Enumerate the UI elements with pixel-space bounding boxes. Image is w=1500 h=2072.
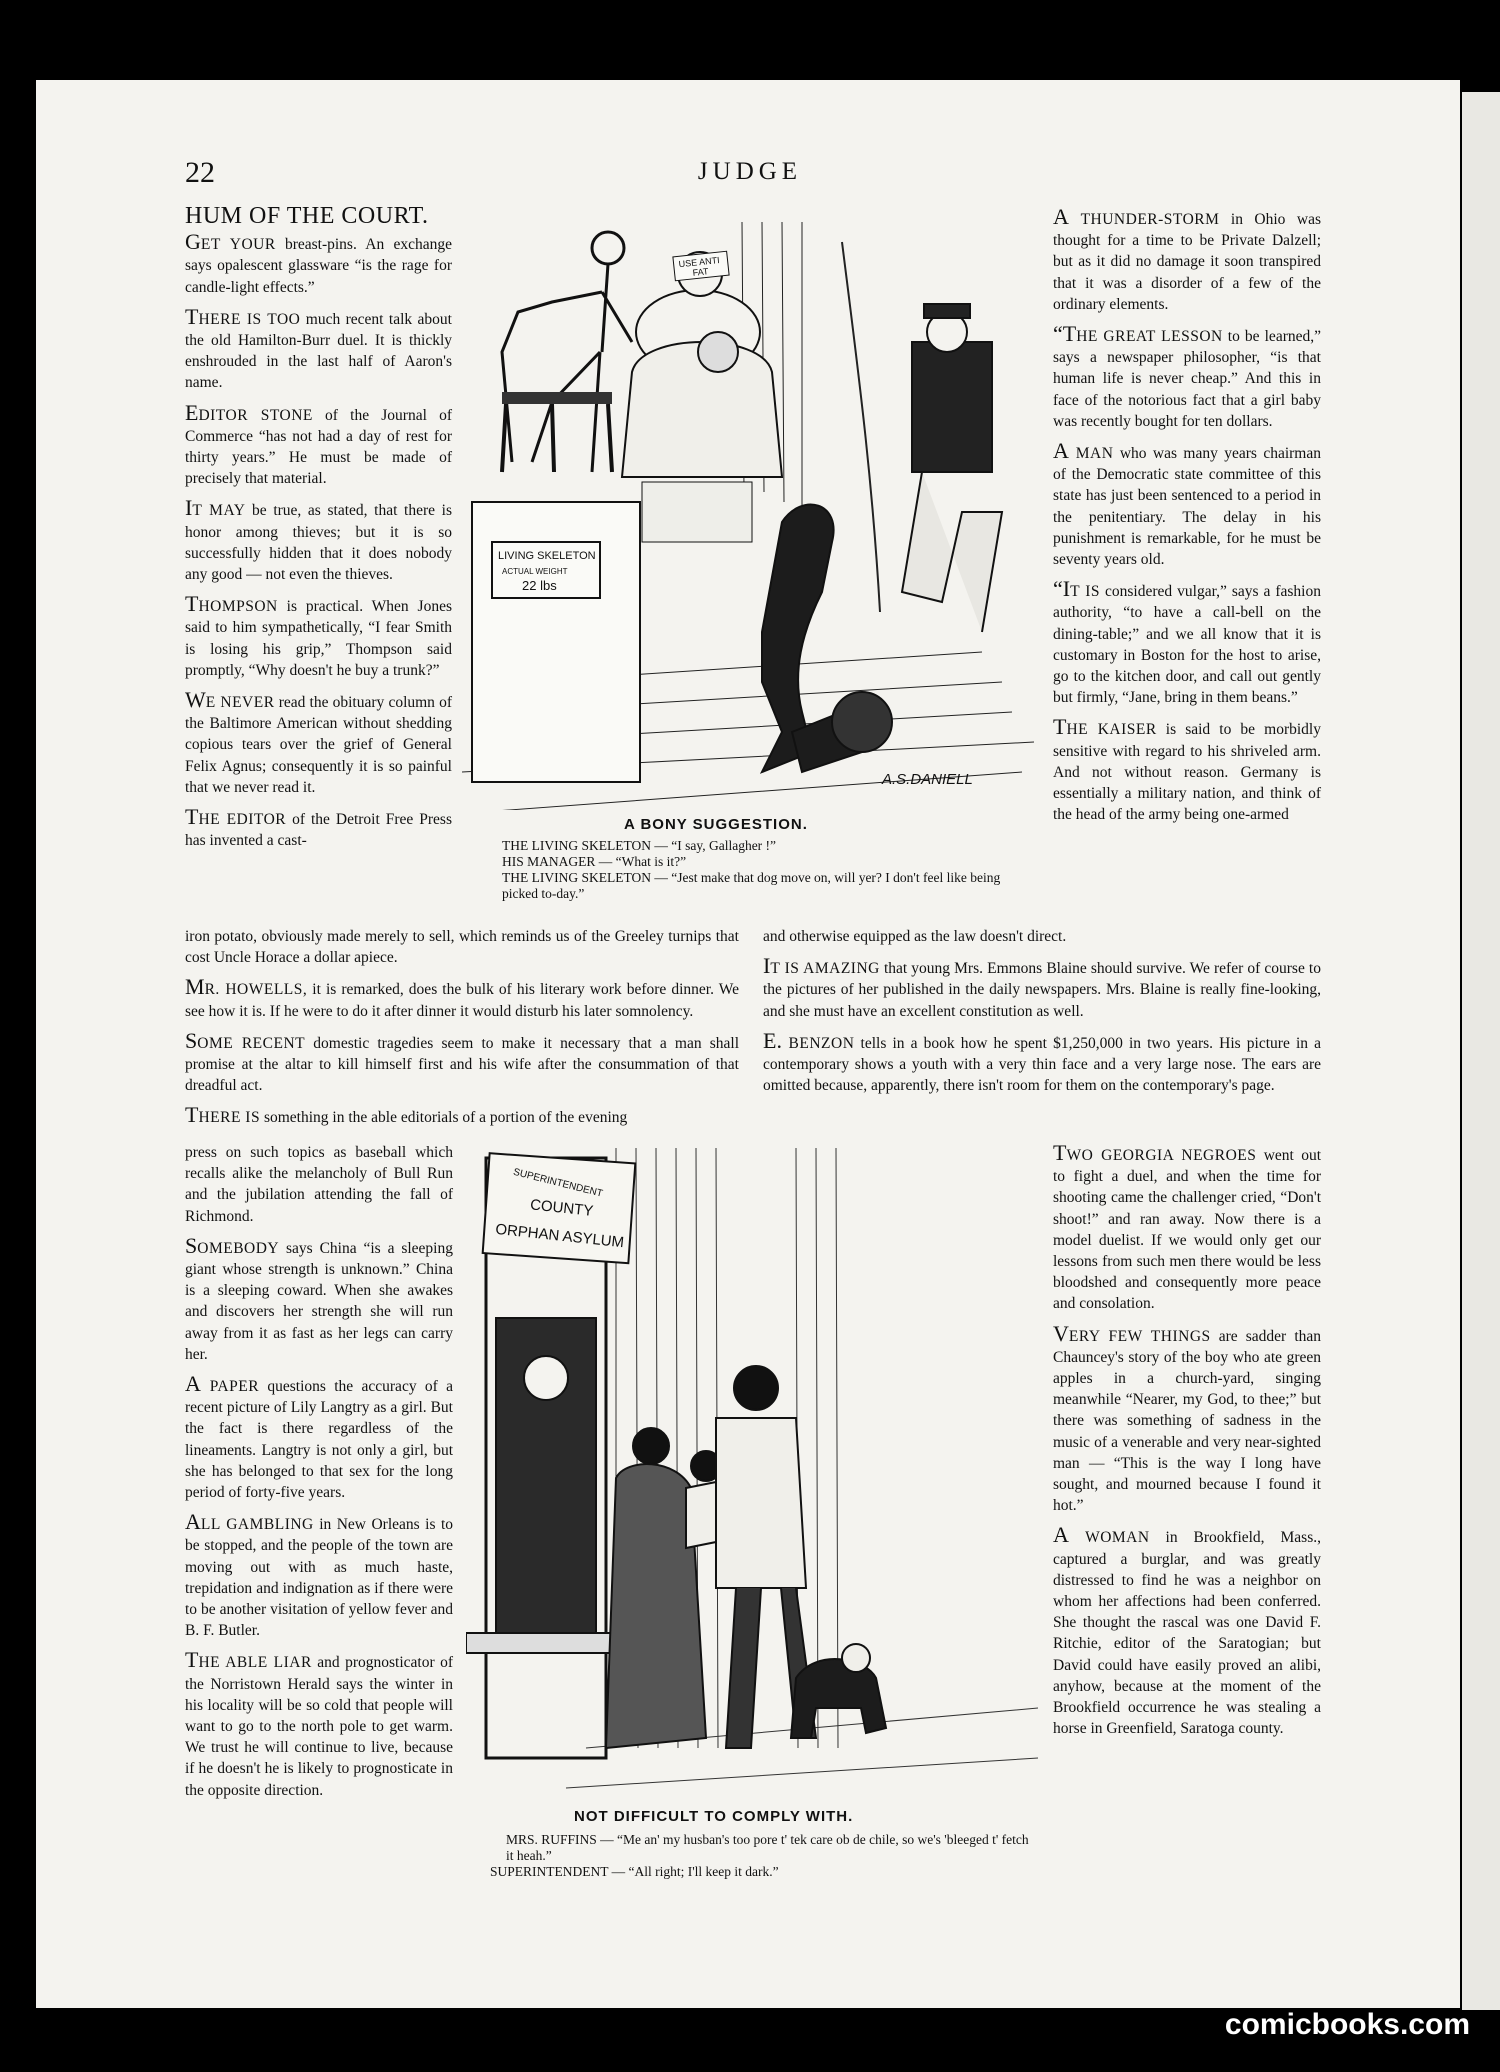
lead-in: E NEVER [205,694,275,712]
paragraph-text: press on such topics as baseball which recalls alike the melancholy of Bull Run and the jubilation attending the fall of Richmond. [185,1144,453,1225]
article-paragraph [185,1232,453,1365]
figure2-caption [478,1832,1038,1880]
article-paragraph [1053,440,1321,570]
article-paragraph [185,303,452,394]
masthead: JUDGE [697,158,803,185]
drop-cap: A [1053,1522,1069,1548]
paragraph-list [1053,1142,1321,1739]
lead-in: HERE IS [198,1109,261,1127]
column-right [1053,206,1321,833]
lead-in: LL GAMBLING [200,1516,314,1534]
drop-cap: T [185,303,199,329]
paragraph-text: questions the accuracy of a recent picture of Lily Langtry as a girl. But the fact is there regardless of the lineaments. Langtry is not only a girl, but she has belonged to that sex for the long period of forty-five years. [185,1378,454,1502]
lead-in: HE ABLE LIAR [198,1654,312,1672]
sign-orphan-asylum: ORPHAN ASYLUM [494,1220,625,1252]
article-paragraph [185,1511,453,1641]
lead-in: OMEBODY [197,1239,280,1257]
column-right-lower [1053,1142,1321,1747]
article-paragraph [1053,1142,1321,1315]
drop-cap: E [185,399,199,425]
paragraph-text: much recent talk about the old Hamilton-Burr duel. It is thickly enshrouded in the last half of Aaron's name. [185,310,452,392]
lead-in: PAPER [200,1378,260,1396]
drop-cap: M [185,974,205,1000]
paragraph-text: be true, as stated, that there is honor among thieves; but it is so successfully hidden that it does nobody any good — not even the thieves. [185,502,452,584]
paragraph-text: that young Mrs. Emmons Blaine should survive. We refer of course to the pictures of her published in the daily newspapers. Mrs. Blaine is really fine-looking, and she must have an excellent constitution as well. [763,960,1321,1020]
illustration-orphan-asylum [466,1148,1038,1798]
paragraph-text: to be learned,” says a newspaper philosopher, “is that human life is never cheap.” And this in face of the notorious fact that a girl baby was recently bought for ten dollars. [1053,328,1321,430]
article-paragraph [185,1027,740,1097]
drop-cap: I [763,953,771,979]
drop-cap: A [185,1509,201,1535]
article-paragraph [1053,206,1321,315]
drop-cap: T [185,804,199,830]
paragraph-text: it is remarked, does the bulk of his literary work before dinner. We see how it is. If he were to do it after dinner it would disturb his later somnolency. [185,981,739,1020]
paragraph-text: are sadder than Chauncey's story of the boy who ate green apples in a church-yard, singing meanwhile “Nearer, my God, to thee;” but there was something of sadness in the music of a venerable and very near-sighted man — “This is the way I long have sought, and mourned because I found it hot.” [1053,1327,1322,1515]
drop-cap: A [1053,438,1069,464]
drop-cap: T [185,1647,199,1673]
illustration-bony-suggestion [462,212,1034,810]
article-paragraph [185,593,452,681]
paragraph-text: is said to be morbidly sensitive with regard to his shriveled arm. And not without reason. Germany is essentially a military nation, and think of the head of the army being one-armed [1053,721,1321,824]
lead-in: OME RECENT [197,1034,306,1052]
lead-in: ERY FEW THINGS [1068,1327,1211,1345]
article-paragraph [1053,1524,1321,1739]
figure1-title: A BONY SUGGESTION. [624,816,808,833]
article-paragraph [185,231,452,298]
drop-cap: S [185,1232,198,1258]
lead-in: HE KAISER [1066,721,1157,739]
paragraph-text: domestic tragedies seem to make it necessary that a man shall promise at the altar to kill himself first and his wife after the consummation of that dreadful act. [185,1034,740,1095]
drop-cap: V [1053,1320,1069,1346]
lead-in: WO GEORGIA NEGROES [1066,1147,1257,1164]
lead-in: T IS AMAZING [770,960,880,978]
sign-county: COUNTY [529,1196,595,1220]
article-paragraph [185,497,452,585]
article-paragraph [185,689,452,798]
paragraph-list [185,926,739,1129]
paragraph-text: of the Detroit Free Press has invented a cast- [185,811,452,850]
caption-line: THE LIVING SKELETON — “Jest make that dog move on, will yer? I don't feel like being picked to-day.” [502,870,1001,901]
wide-block-left [185,926,739,1137]
article-paragraph [185,1142,453,1227]
lead-in: MAN [1068,445,1114,463]
article-paragraph [185,1373,453,1503]
paragraph-list [185,231,452,851]
article-paragraph [763,1027,1321,1097]
lead-in: HE EDITOR [198,811,287,829]
paragraph-text: read the obituary column of the Baltimore American without shedding copious tears over the grief of General Felix Agnus; consequently it is so painful that we never read it. [185,694,452,796]
paragraph-list [185,1142,453,1801]
sign-superintendent: SUPERINTENDENT [512,1166,604,1200]
lead-in: T MAY [192,502,246,520]
paragraph-text: went out to fight a duel, and when the time for shooting came the challenger cried, “Don't shoot!” and ran away. Now there is a model duelist. If we would only get our lessons from such men there would be less bloodshed and consequently more peace and consolation. [1053,1147,1322,1313]
sign-skeleton-line2: ACTUAL WEIGHT [502,567,568,576]
figure1-caption [490,838,1030,902]
caption-line: SUPERINTENDENT — “All right; I'll keep it dark.” [490,1864,779,1879]
drop-cap: W [185,687,206,713]
lead-in: THUNDER-STORM [1068,211,1220,228]
paragraph-text: says China “is a sleeping giant whose strength is unknown.” China is a sleeping coward. When she awakes and discovers her strength she will run away from it as fast as her legs can carry her. [185,1239,453,1363]
paragraph-text: in Ohio was thought for a time to be Private Dalzell; but as it did no damage it soon transpired that it was a disorder of a few of the ordinary elements. [1053,211,1321,313]
caption-line: HIS MANAGER — “What is it?” [502,854,687,869]
article-paragraph [1053,578,1321,708]
drop-cap: T [1053,1140,1067,1165]
sign-skeleton-line1: LIVING SKELETON [498,550,596,562]
paragraph-text: breast-pins. An exchange says opalescent glassware “is the rage for candle-light effects.” [185,236,452,296]
drop-cap: “I [1053,576,1071,602]
page-number: 22 [185,156,215,189]
article-paragraph [1053,716,1321,825]
figure2-title: NOT DIFFICULT TO COMPLY WITH. [574,1808,854,1825]
drop-cap: E. [763,1027,782,1053]
lead-in: DITOR STONE [198,406,313,424]
caption-line: THE LIVING SKELETON — “I say, Gallagher !” [502,838,777,853]
article-paragraph [763,955,1321,1022]
wide-block-right [763,926,1321,1104]
artist-signature: A.S.DANIELL [882,771,973,788]
article-paragraph [1053,323,1321,432]
article-paragraph [185,1649,453,1800]
paragraph-text: is practical. When Jones said to him sympathetically, “I fear Smith is losing his grip,” Thompson said promptly, “Why doesn't he buy a trunk?” [185,598,452,679]
paragraph-text: who was many years chairman of the Democratic state committee of this state has just been sentenced to a period in the penitentiary. The delay in his punishment is remarkable, for he must be seventy years old. [1053,445,1321,569]
paragraph-text: in Brookfield, Mass., captured a burglar, and was greatly distressed to find he was a neighbor on whom her affections had been conferred. She thought the rascal was one David F. Ritchie, editor of the Saratogian; but David could have easily proved an alibi, anyhow, because at the moment of the Brookfield occurrence he was stealing a horse in Greenfield, Saratoga county. [1053,1529,1321,1738]
paragraph-list [763,926,1321,1096]
sign-anti-fat-line1: USE ANTI [678,255,721,270]
article-paragraph [185,806,452,851]
lead-in: R. HOWELLS, [204,981,308,999]
drop-cap: A [185,1371,201,1397]
drop-cap: I [185,495,193,521]
drop-cap: T [1053,714,1067,740]
paragraph-list [1053,206,1321,825]
paragraph-text: considered vulgar,” says a fashion authority, “to have a call-bell on the dining-table;” and we all know that it is customary in Boston for the host to arise, go to the kitchen door, and call out gently but firmly, “Jane, bring in them beans.” [1053,583,1321,707]
drop-cap: T [185,591,199,617]
drop-cap: “T [1053,321,1077,347]
caption-line: MRS. RUFFINS — “Me an' my husban's too pore t' tek care ob de chile, so we's 'bleeged t' fetch it heah.” [506,1832,1029,1863]
column-left [185,203,452,859]
lead-in: HERE IS TOO [198,310,301,328]
lead-in: BENZON [781,1034,855,1052]
article-paragraph [185,926,739,968]
lead-in: WOMAN [1068,1529,1150,1547]
paragraph-text: and prognosticator of the Norristown Herald says the winter in his locality will be so cold that people will want to go to the north pole to get warm. We trust he will continue to live, because if he doesn't he is likely to prognosticate in the opposite direction. [185,1654,454,1799]
article-paragraph [1053,1320,1322,1517]
paragraph-text: tells in a book how he spent $1,250,000 in two years. His picture in a contemporary shows a youth with a very thin face and a very large nose. The ears are omitted because, apparently, there isn't room for them on the contemporary's page. [763,1034,1321,1095]
paragraph-text: something in the able editorials of a portion of the evening [260,1109,628,1127]
sign-skeleton-line3: 22 lbs [522,578,557,593]
article-paragraph [763,926,1321,947]
paragraph-text: in New Orleans is to be stopped, and the people of the town are moving out with as much haste, trepidation and indignation as if there were to be another visitation of yellow fever and B. F. Butler. [185,1516,454,1640]
article-paragraph [185,976,739,1021]
lead-in: T IS [1070,583,1101,601]
section-title: HUM OF THE COURT. [185,203,429,229]
paragraph-text: and otherwise equipped as the law doesn't direct. [763,928,1067,945]
lead-in: HOMPSON [198,598,278,616]
lead-in: ET YOUR [200,236,276,254]
column-left-lower [185,1142,453,1809]
paragraph-text: iron potato, obviously made merely to sell, which reminds us of the Greeley turnips that cost Uncle Horace a dollar apiece. [185,928,739,967]
drop-cap: S [185,1027,198,1053]
watermark: comicbooks.com [1224,2008,1470,2041]
drop-cap: G [185,229,201,255]
paragraph-text: of the Journal of Commerce “has not had a day of rest for thirty years.” He must be made of precisely that material. [185,406,452,488]
lead-in: HE GREAT LESSON [1076,328,1223,346]
adjacent-page-edge [1462,92,1500,2010]
sign-anti-fat-line2: FAT [692,266,709,278]
article-paragraph [185,1104,739,1128]
article-paragraph [185,399,452,490]
drop-cap: T [185,1102,199,1128]
drop-cap: A [1053,204,1069,229]
